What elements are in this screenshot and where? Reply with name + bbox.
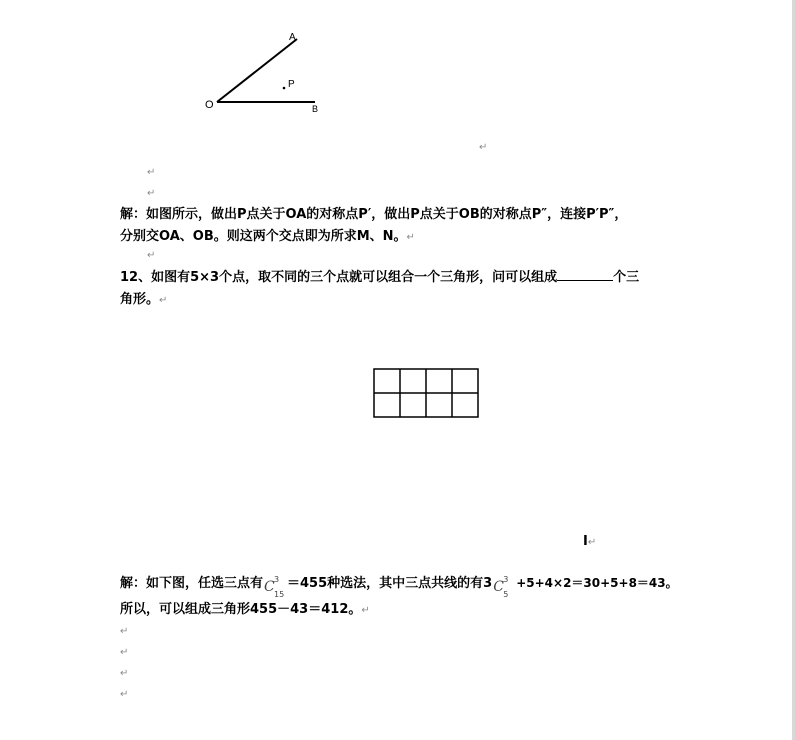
combo-letter: C bbox=[493, 578, 504, 595]
paragraph-mark: ↵ bbox=[406, 232, 415, 243]
answer-blank bbox=[557, 268, 613, 281]
paragraph-mark: ↵ bbox=[147, 250, 156, 261]
solution1-line2 bbox=[120, 227, 415, 248]
combo-sub: 5 bbox=[503, 589, 509, 599]
solution2-line2 bbox=[120, 600, 370, 621]
paragraph-mark: ↵ bbox=[159, 295, 168, 306]
combo-letter: C bbox=[264, 578, 275, 595]
paragraph-mark: ↵ bbox=[587, 537, 597, 548]
combination-c5-3 bbox=[493, 574, 515, 599]
solution2-text2: 所以，可以组成三角形455－43＝412。 bbox=[120, 602, 362, 617]
paragraph-mark: ↵ bbox=[361, 605, 370, 616]
point-p bbox=[283, 87, 286, 90]
combo-sup: 3 bbox=[274, 574, 280, 584]
solution2-text-a: 解：如下图，任选三点有 bbox=[120, 576, 264, 591]
label-b: B bbox=[312, 104, 319, 114]
combo-sub: 15 bbox=[274, 589, 285, 599]
label-p: P bbox=[288, 79, 295, 90]
question12-text1-end: 个三 bbox=[613, 270, 640, 285]
paragraph-mark: ↵ bbox=[120, 647, 129, 658]
label-a: A bbox=[289, 32, 296, 43]
question12-line1 bbox=[120, 268, 639, 288]
solution2-line1 bbox=[120, 573, 678, 599]
solution1-line1 bbox=[120, 205, 627, 225]
solution2-text-b: ＝455种选法，其中三点共线的有3 bbox=[287, 576, 493, 591]
question12-text2: 角形。 bbox=[120, 292, 160, 307]
angle-figure bbox=[195, 25, 335, 120]
label-o: O bbox=[205, 99, 214, 111]
dot-grid-figure bbox=[373, 368, 479, 418]
solution1-text2: 分别交OA、OB。则这两个交点即为所求M、N。 bbox=[120, 229, 407, 244]
question12-line2 bbox=[120, 290, 167, 311]
solution1-text1: 解：如图所示，做出P点关于OA的对称点P′，做出P点关于OB的对称点P″，连接P′P″， bbox=[120, 207, 628, 222]
paragraph-mark: ↵ bbox=[147, 188, 156, 199]
combination-c15-3 bbox=[264, 574, 286, 599]
cursor-glyph: I bbox=[583, 534, 588, 549]
solution2-text-c: +5+4×2＝30+5+8＝43。 bbox=[516, 576, 678, 590]
text-cursor bbox=[583, 534, 596, 549]
combo-sup: 3 bbox=[503, 574, 509, 584]
paragraph-mark: ↵ bbox=[120, 626, 129, 637]
paragraph-mark: ↵ bbox=[147, 167, 156, 178]
paragraph-mark: ↵ bbox=[479, 142, 488, 153]
paragraph-mark: ↵ bbox=[120, 689, 129, 700]
paragraph-mark: ↵ bbox=[120, 668, 129, 679]
question12-text1: 12、如图有5×3个点，取不同的三个点就可以组合一个三角形，问可以组成 bbox=[120, 270, 558, 285]
ray-oa bbox=[217, 39, 297, 102]
